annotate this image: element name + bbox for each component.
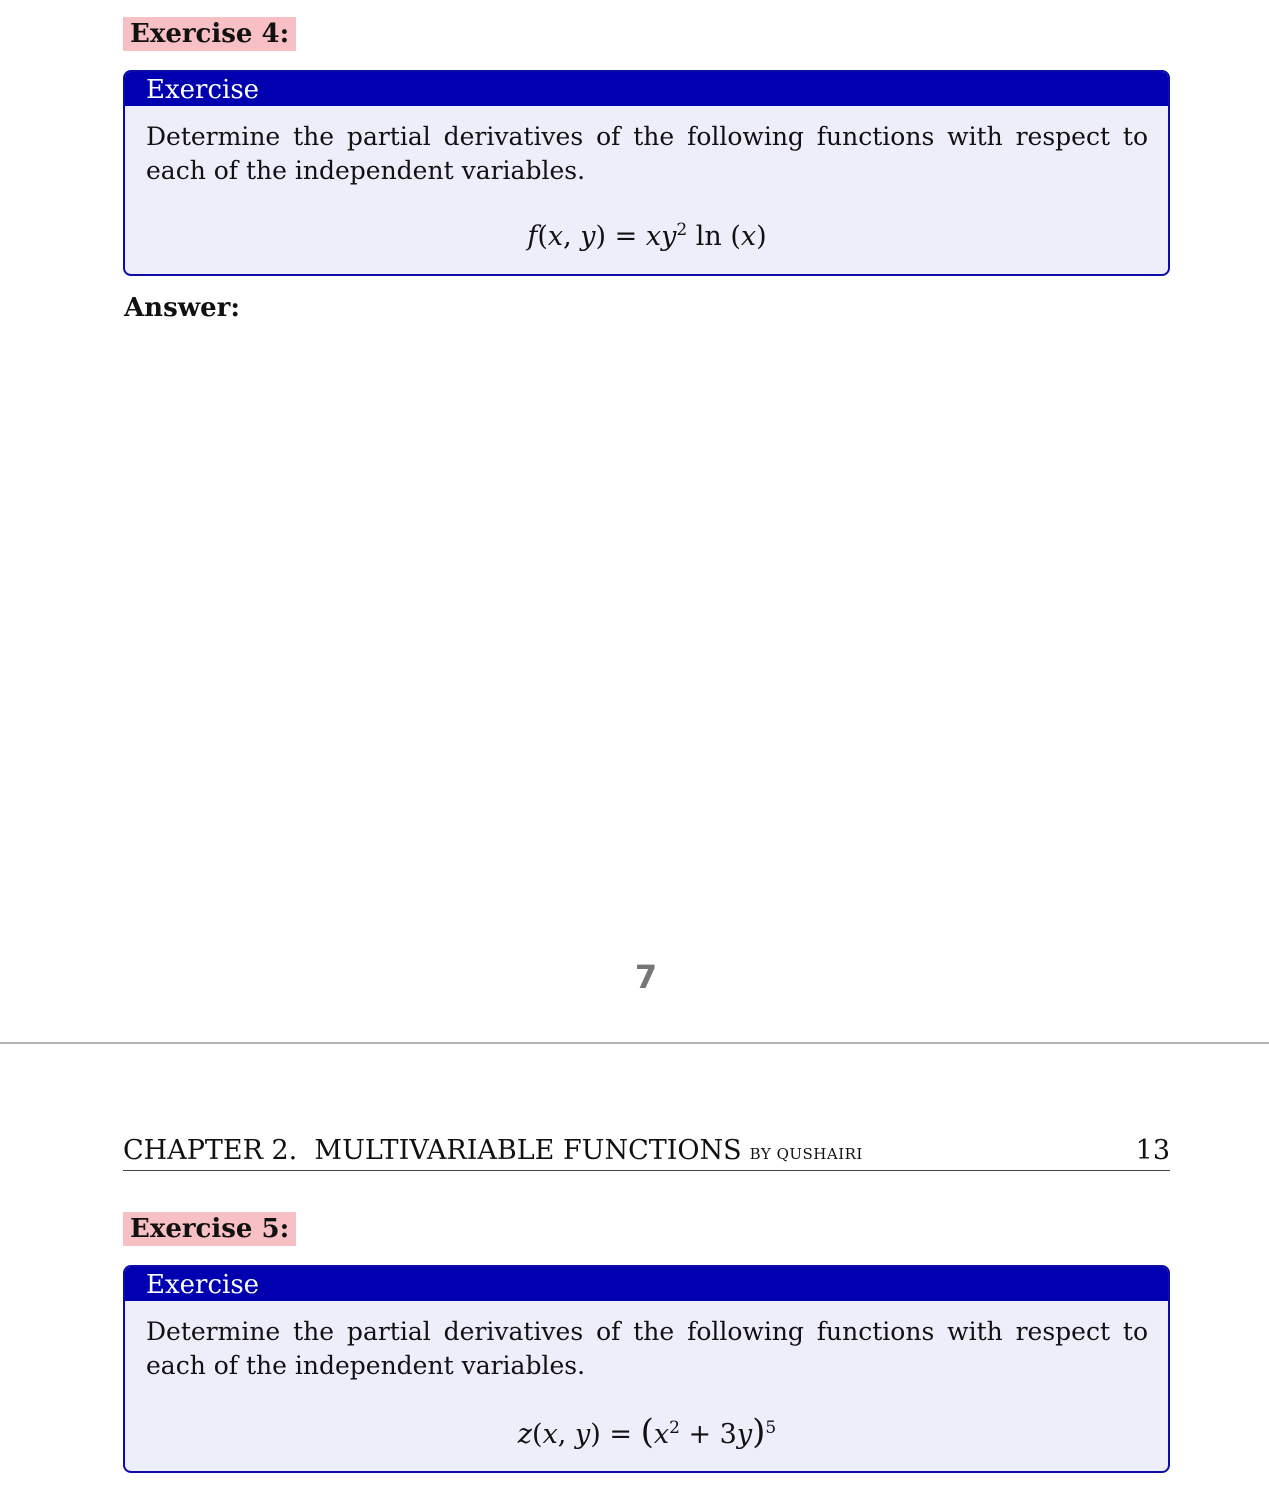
running-header-page-number: 13 [1135, 1135, 1170, 1166]
running-header-chapter: CHAPTER 2. MULTIVARIABLE FUNCTIONS [123, 1135, 742, 1166]
exercise-4-box-body [125, 106, 1168, 254]
running-header-rule [123, 1170, 1170, 1171]
exercise-4-box [123, 70, 1170, 276]
exercise-5-prompt: Determine the partial derivatives of the following functions with respect to each of the independent variables. [146, 1317, 1148, 1380]
exercise-5-box-body [125, 1301, 1168, 1452]
exercise-5-box-title: Exercise [125, 1267, 1168, 1301]
answer-label: Answer: [124, 293, 240, 323]
exercise-5-formula: z(x, $y) = (x^2 + 3y)^5$ [517, 1412, 777, 1452]
exercise-5-label: Exercise 5: [123, 1212, 296, 1246]
exercise-5-box [123, 1265, 1170, 1473]
exercise-4-formula: f(x, $y) = xy^2$ ln (x) [527, 220, 767, 252]
page-separator [0, 1042, 1269, 1044]
viewer-page-number: 7 [634, 958, 658, 996]
exercise-4-label: Exercise 4: [123, 17, 296, 51]
exercise-4-prompt: Determine the partial derivatives of the following functions with respect to each of the independent variables. [146, 122, 1148, 185]
running-header [123, 1135, 863, 1166]
exercise-4-box-title: Exercise [125, 72, 1168, 106]
running-header-byline: BY QUSHAIRI [749, 1145, 863, 1163]
